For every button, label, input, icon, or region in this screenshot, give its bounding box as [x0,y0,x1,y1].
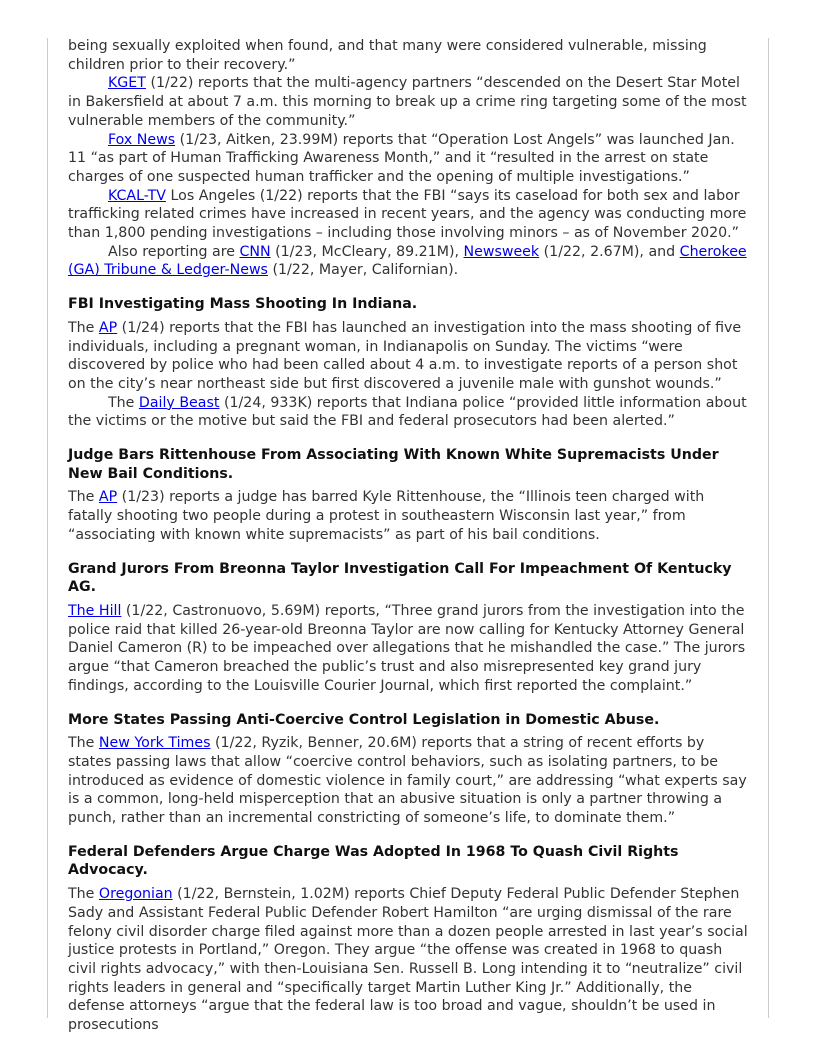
page-left-border [47,38,48,1018]
story-paragraph: The Hill (1/22, Castronuovo, 5.69M) reports, “Three grand jurors from the investigation into the police raid that killed 26-year-old Breonna Taylor are now calling for Kentucky Attorney General Daniel Cameron (R) to be impeached over allegations that he mishandled the case.” The jurors argue “that Cameron breached the public’s trust and also misrepresented key grand jury findings, according to the Louisville Courier Journal, which first reported the complaint.” [68,602,746,694]
story-rittenhouse [68,446,748,545]
story-headline: More States Passing Anti-Coercive Control Legislation in Domestic Abuse. [68,711,660,728]
daily-beast-link[interactable]: Daily Beast [138,394,220,411]
page-right-border [768,38,769,1018]
cnn-link[interactable]: CNN [239,243,271,260]
story-headline: Judge Bars Rittenhouse From Associating With Known White Supremacists Under New Bail Conditions. [68,447,719,482]
kget-link[interactable]: KGET [108,75,146,92]
fox-news-paragraph: Fox News (1/23, Aitken, 23.99M) reports that “Operation Lost Angels” was launched Jan. 11 “as part of Human Trafficking Awareness Month,” and it “resulted in the arrest on state charges of one suspected human trafficker and the opening of multiple investigations.” [68,131,735,185]
kget-paragraph: KGET (1/22) reports that the multi-agency partners “descended on the Desert Star Motel in Bakersfield at about 7 a.m. this morning to break up a crime ring targeting some of the most vulnerable members of the community.” [68,75,747,129]
ap-link[interactable]: AP [98,489,118,506]
story-paragraph: The Daily Beast (1/24, 933K) reports that Indiana police “provided little information about the victims or the motive but said the FBI and federal prosecutors had been alerted.” [68,394,747,430]
kcal-tv-link[interactable]: KCAL-TV [108,187,166,204]
story-paragraph: The New York Times (1/22, Ryzik, Benner, 20.6M) reports that a string of recent efforts by states passing laws that allow “coercive control behaviors, such as isolating partners, to be introduced as evidence of domestic violence in family court,” are addressing “what experts say is a common, long-held misperception that an abusive situation is only a partner throwing a punch, rather than an incremental constricting of someone’s life, to dominate them.” [68,735,747,827]
kcal-tv-paragraph: KCAL-TV Los Angeles (1/22) reports that the FBI “says its caseload for both sex and labor trafficking related crimes have increased in recent years, and the agency was conducting more than 1,800 pending investigations – including those involving minors – as of November 2020.” [68,187,747,242]
story-paragraph: The AP (1/23) reports a judge has barred Kyle Rittenhouse, the “Illinois teen charged with fatally shooting two people during a protest in southeastern Wisconsin last year,” from “associating with known white supremacists” as part of his bail conditions. [68,489,705,543]
the-hill-link[interactable]: The Hill [68,602,122,619]
story-paragraph: The AP (1/24) reports that the FBI has launched an investigation into the mass shooting of five individuals, including a pregnant woman, in Indianapolis on Sunday. The victims “were discovered by police who had been called about 4 a.m. to investigate reports of a person shot on the city’s near northeast side but first discovered a juvenile male with gunshot wounds.” [68,319,742,392]
story-headline: Federal Defenders Argue Charge Was Adopted In 1968 To Quash Civil Rights Advocacy. [68,843,679,879]
story-indiana-shooting [68,295,748,431]
new-york-times-link[interactable]: New York Times [98,735,211,752]
story-coercive-control [68,711,748,828]
cherokee-tribune-link[interactable]: Cherokee (GA) Tribune & Ledger-News [68,243,747,279]
story-paragraph: The Oregonian (1/22, Bernstein, 1.02M) reports Chief Deputy Federal Public Defender Stephen Sady and Assistant Federal Public Defender Robert Hamilton “are urging dismissal of the rare felony civil disorder charge filed against more than a dozen people arrested in last year’s social justice protests in Portland,” Oregon. They argue “the offense was created in 1968 to quash civil rights advocacy,” with then-Louisiana Sen. Russell B. Long intending it to “neutralize” civil rights leaders in general and “specifically target Martin Luther King Jr.” Additionally, the defense attorneys “argue that the federal law is too broad and vague, shouldn’t be used in prosecutions [68,886,748,1034]
story-headline: FBI Investigating Mass Shooting In Indiana. [68,296,418,313]
story-breonna-taylor [68,560,748,696]
oregonian-link[interactable]: Oregonian [98,886,173,903]
story-federal-defenders [68,843,748,1035]
ap-link[interactable]: AP [98,319,118,336]
intro-paragraph-continued: being sexually exploited when found, and that many were considered vulnerable, missing children prior to their recovery.” [68,38,707,73]
story-headline: Grand Jurors From Breonna Taylor Investigation Call For Impeachment Of Kentucky AG. [68,560,732,596]
also-reporting-paragraph: Also reporting are CNN (1/23, McCleary, 89.21M), Newsweek (1/22, 2.67M), and Cherokee (GA) Tribune & Ledger-News (1/22, Mayer, Californian). [68,243,747,279]
newsletter-body [68,37,748,1035]
fox-news-link[interactable]: Fox News [108,131,176,148]
newsweek-link[interactable]: Newsweek [463,243,540,260]
